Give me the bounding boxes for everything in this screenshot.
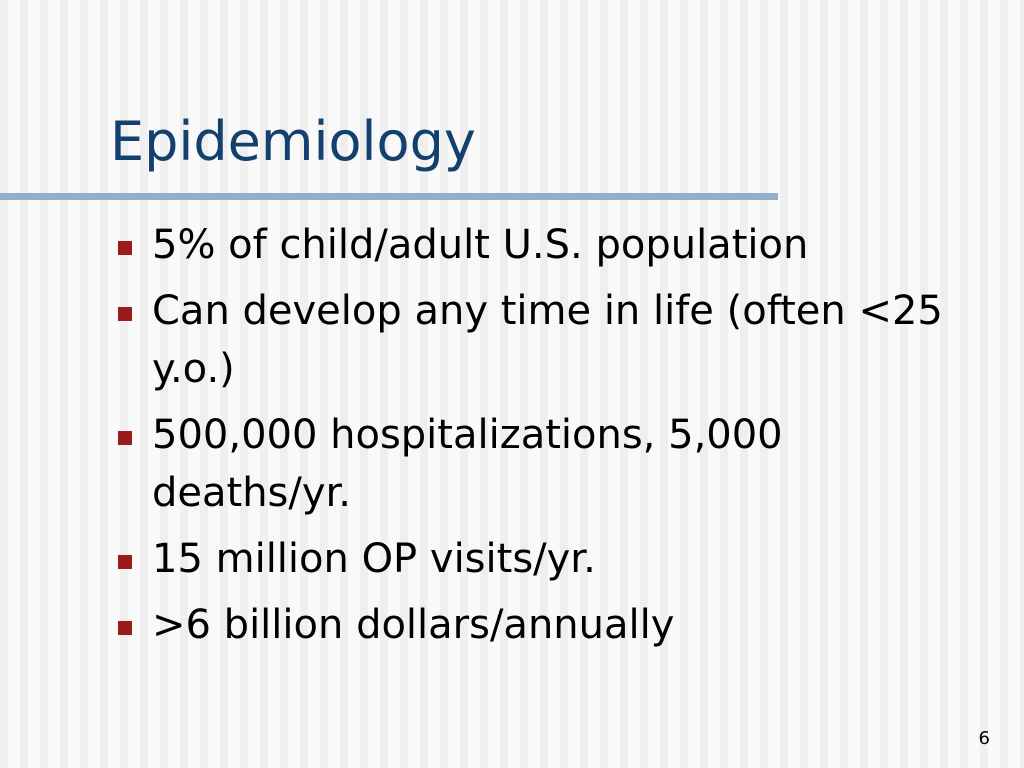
red-square-bullet-icon <box>118 431 132 445</box>
bullet-text: Can develop any time in life (often <25 y.o.) <box>152 288 943 392</box>
bullet-text: 15 million OP visits/yr. <box>152 536 596 582</box>
red-square-bullet-icon <box>118 621 132 635</box>
page-number: 6 <box>978 728 990 749</box>
bullet-list <box>112 216 972 662</box>
bullet-text: 5% of child/adult U.S. population <box>152 222 809 268</box>
title-underline-rule <box>0 193 778 200</box>
bullet-text: 500,000 hospitalizations, 5,000 deaths/yr. <box>152 412 783 516</box>
bullet-item <box>112 530 972 588</box>
bullet-item <box>112 406 972 522</box>
bullet-item <box>112 216 972 274</box>
bullet-item <box>112 282 972 398</box>
bullet-text: >6 billion dollars/annually <box>152 602 675 648</box>
red-square-bullet-icon <box>118 307 132 321</box>
bullet-item <box>112 596 972 654</box>
slide-title: Epidemiology <box>110 110 476 173</box>
red-square-bullet-icon <box>118 241 132 255</box>
red-square-bullet-icon <box>118 555 132 569</box>
